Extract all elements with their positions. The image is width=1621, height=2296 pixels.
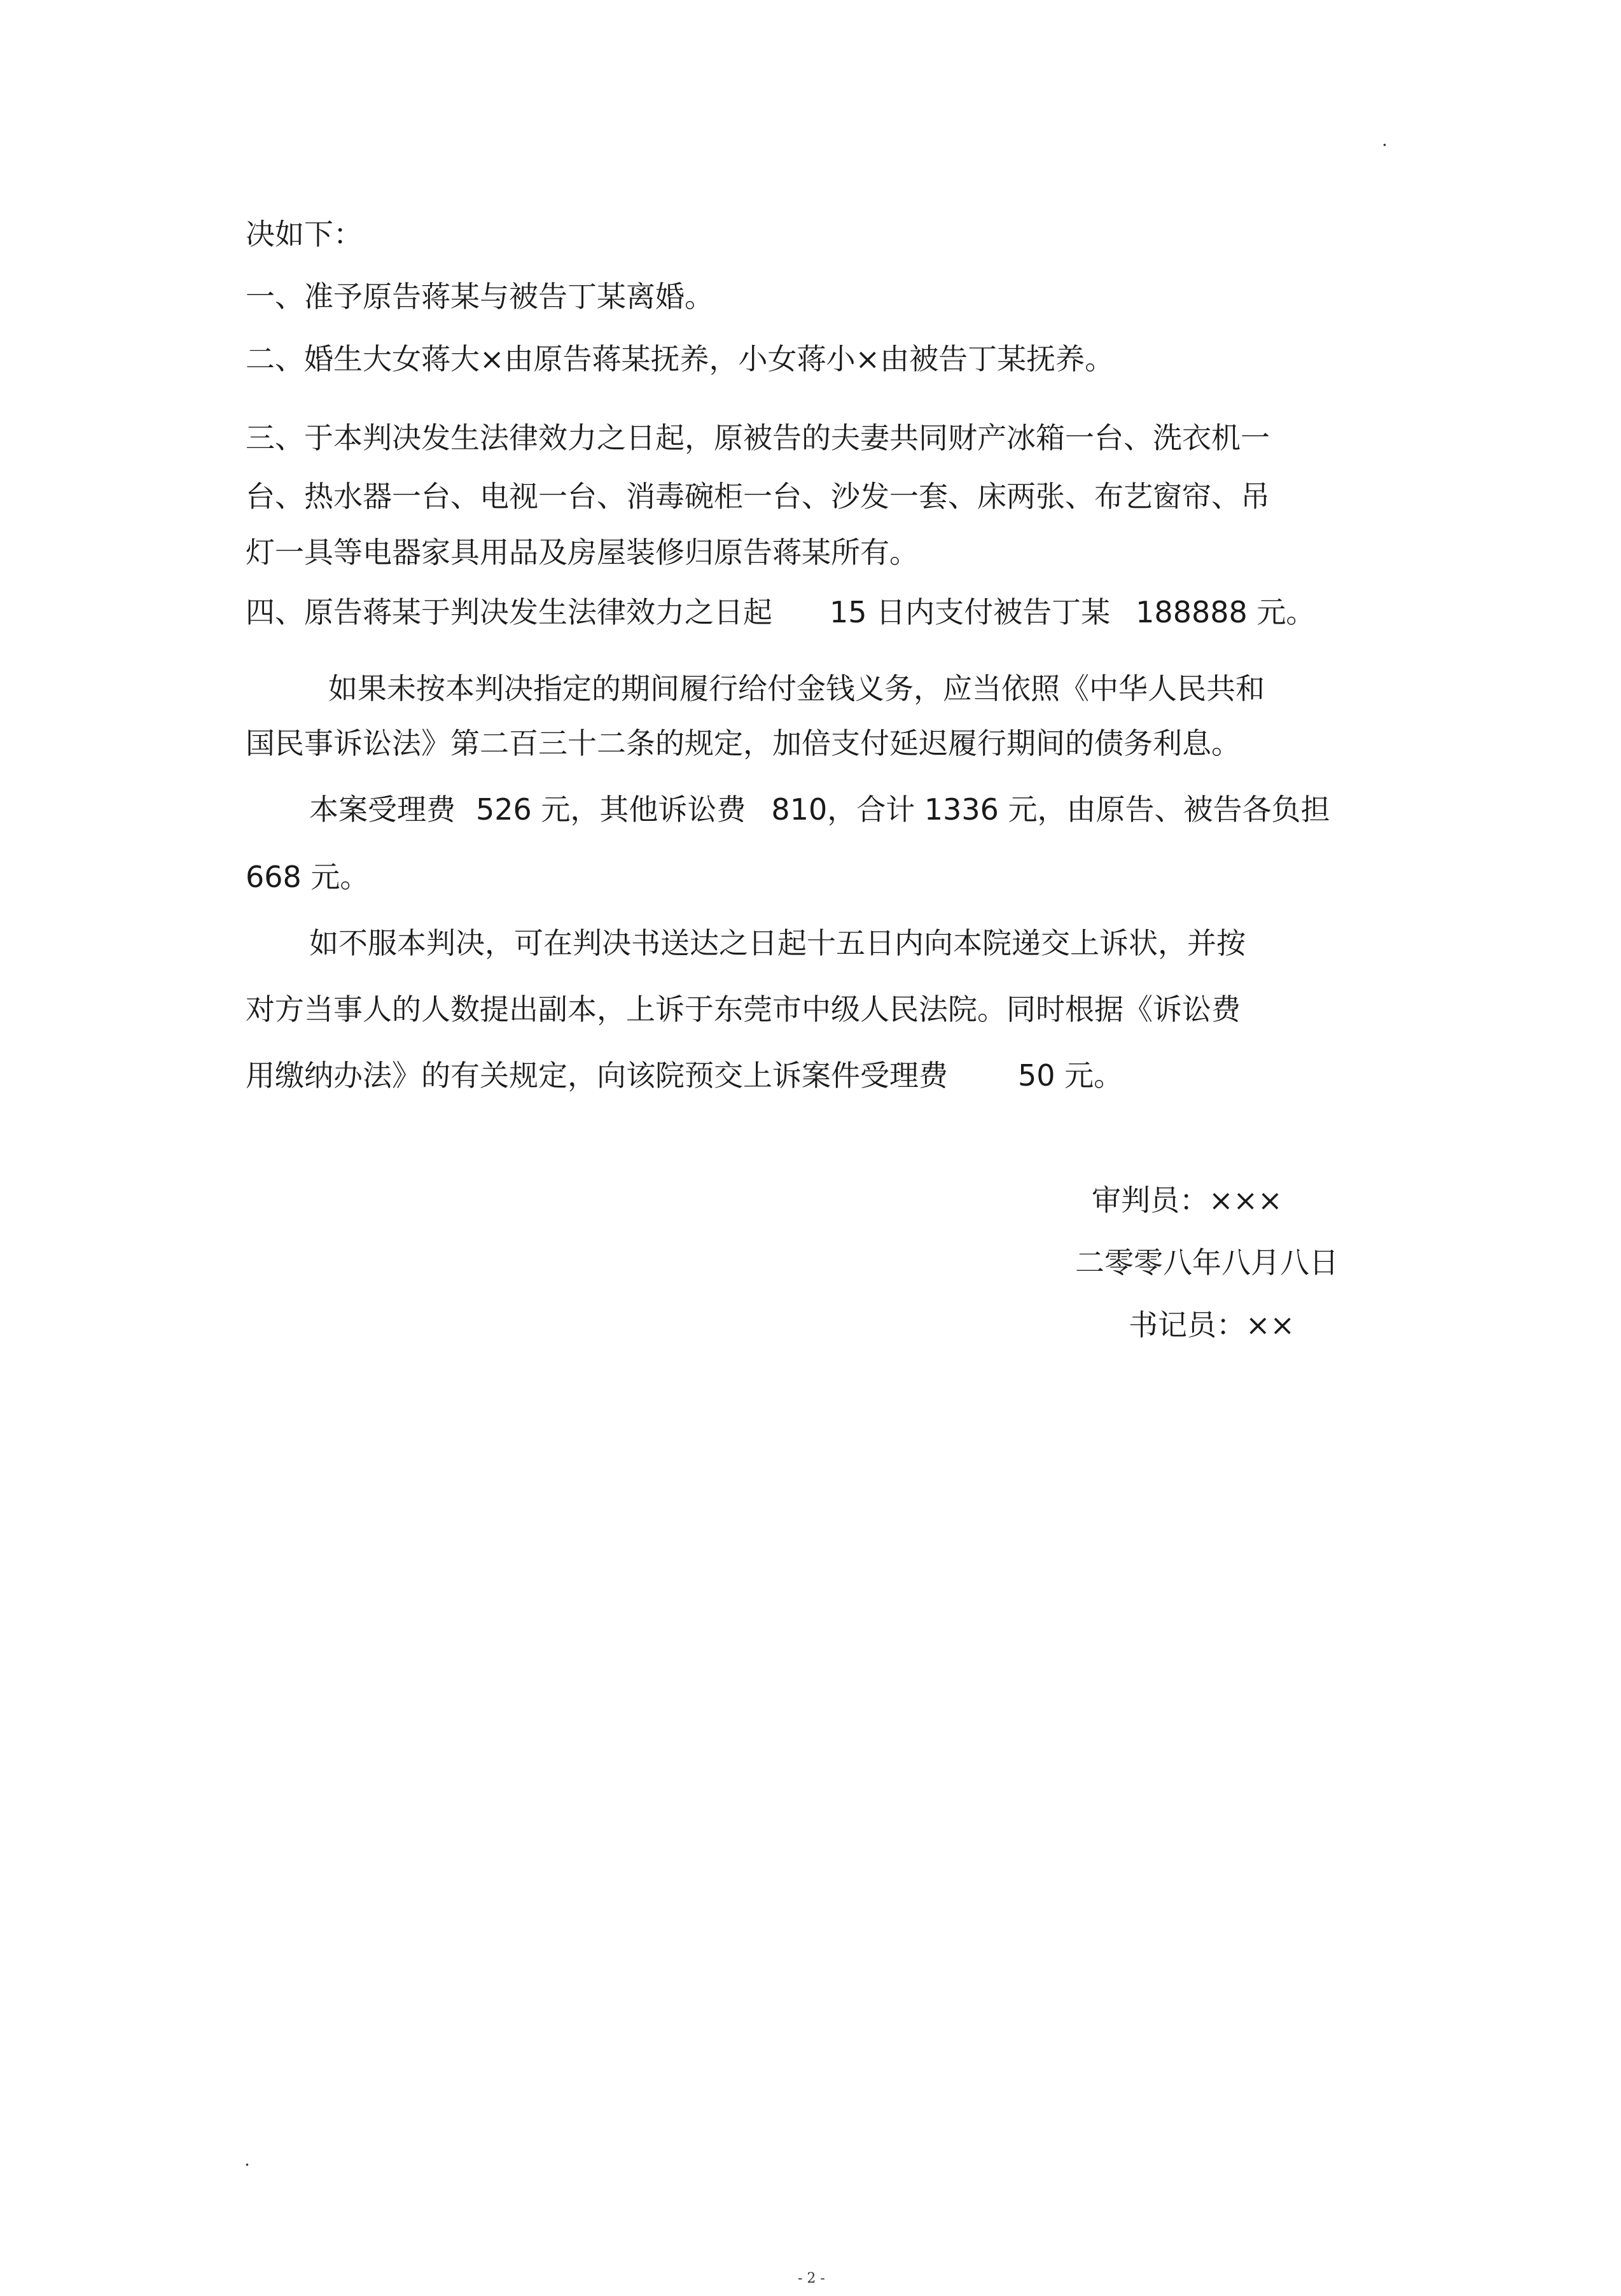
judgment-item-4 — [246, 593, 1315, 631]
clerk-signature: 书记员：×× — [1129, 1308, 1295, 1342]
fee-para-line-1 — [309, 790, 1330, 829]
judgment-item-4-part-a: 四、原告蒋某于判决发生法律效力之日起 — [246, 595, 772, 629]
judgment-item-3-line-3: 灯一具等电器家具用品及房屋装修归原告蒋某所有。 — [246, 535, 919, 570]
appeal-para-line-3 — [246, 1056, 1123, 1095]
fee-para-part-a: 本案受理费 — [309, 792, 456, 827]
judge-signature: 审判员：××× — [1092, 1183, 1283, 1217]
page-number: - 2 - — [798, 2271, 825, 2286]
enforcement-para-line-2: 国民事诉讼法》第二百三十二条的规定，加倍支付延迟履行期间的债务利息。 — [246, 726, 1241, 760]
appeal-para-line-1: 如不服本判决，可在判决书送达之日起十五日内向本院递交上诉状，并按 — [309, 926, 1246, 960]
appeal-para-part-b: 50 元。 — [1018, 1058, 1124, 1093]
judgment-item-2: 二、婚生大女蒋大×由原告蒋某抚养，小女蒋小×由被告丁某抚养。 — [246, 342, 1115, 376]
judgment-item-4-part-c: 188888 元。 — [1136, 595, 1316, 629]
judgment-item-4-part-b: 15 日内支付被告丁某 — [830, 595, 1111, 629]
header-mark: . — [1382, 129, 1388, 150]
fee-para-part-b: 526 元，其他诉讼费 — [476, 792, 746, 827]
judgment-item-3-line-2: 台、热水器一台、电视一台、消毒碗柜一台、沙发一套、床两张、布艺窗帘、吊 — [246, 479, 1270, 514]
judgment-date: 二零零八年八月八日 — [1075, 1245, 1339, 1280]
judgment-item-3-line-1: 三、于本判决发生法律效力之日起，原被告的夫妻共同财产冰箱一台、洗衣机一 — [246, 421, 1270, 455]
footer-mark: . — [244, 2149, 250, 2170]
enforcement-para-line-1: 如果未按本判决指定的期间履行给付金钱义务，应当依照《中华人民共和 — [328, 671, 1265, 706]
fee-para-line-2: 668 元。 — [246, 860, 370, 894]
appeal-para-part-a: 用缴纳办法》的有关规定，向该院预交上诉案件受理费 — [246, 1058, 948, 1093]
judgment-item-1: 一、准予原告蒋某与被告丁某离婚。 — [246, 279, 714, 314]
intro-line: 决如下： — [246, 217, 363, 251]
fee-para-part-c: 810，合计 1336 元，由原告、被告各负担 — [771, 792, 1330, 827]
appeal-para-line-2: 对方当事人的人数提出副本，上诉于东莞市中级人民法院。同时根据《诉讼费 — [246, 992, 1241, 1026]
